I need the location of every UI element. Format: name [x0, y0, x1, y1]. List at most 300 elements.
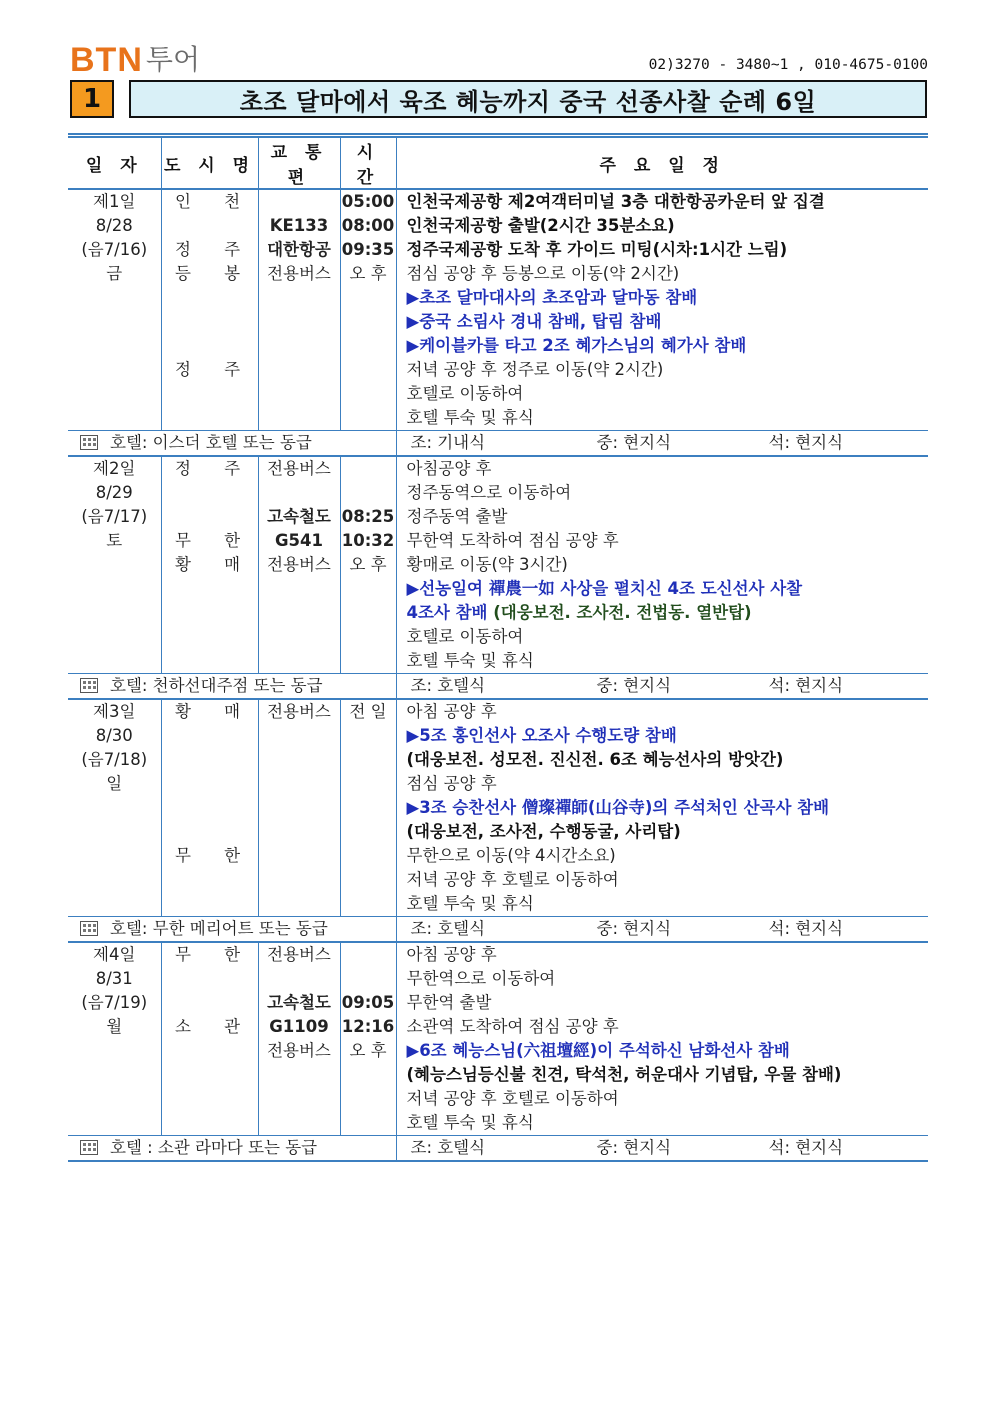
- cell-city: [161, 189, 258, 431]
- day-city-line: [162, 238, 258, 262]
- meals-list: [397, 431, 929, 455]
- day-activity-text: 정주동역 출발: [406, 507, 508, 526]
- day-transport-line: [259, 1111, 340, 1135]
- day-transport-line: [259, 1087, 340, 1111]
- cell-city: [161, 699, 258, 917]
- day-time-line: [341, 820, 396, 844]
- day-activity-text: ▶5조 홍인선사 오조사 수행도량 참배: [406, 726, 677, 745]
- day-transport-line: [259, 724, 340, 748]
- day-date-line: [68, 649, 161, 673]
- day-date-line: [68, 1111, 161, 1135]
- day-time-text: 10:32: [341, 531, 395, 550]
- day-activity-line: [397, 892, 929, 916]
- day-transport-line: [259, 190, 340, 214]
- hotel-building-icon: [80, 433, 98, 448]
- day-transport-line: [259, 553, 340, 577]
- meal-item: 중: 현지식: [596, 1138, 672, 1157]
- day-transport-line: [259, 505, 340, 529]
- day-transport-line: [259, 382, 340, 406]
- page-title: 초조 달마에서 육조 혜능까지 중국 선종사찰 순례 6일: [129, 80, 927, 118]
- day-city-text: 정 주: [174, 360, 255, 379]
- meals-cell: [396, 674, 928, 700]
- logo-brand: BTN: [70, 41, 143, 79]
- day-time-line: [341, 1111, 396, 1135]
- cell-transport: [258, 942, 340, 1136]
- day-activity-text: (대웅보전. 성모전. 진신전. 6조 혜능선사의 방앗간): [406, 750, 784, 769]
- day-city-line: [162, 820, 258, 844]
- meal-item: 중: 현지식: [596, 919, 672, 938]
- hotel-name: 호텔: 이스더 호텔 또는 동급: [110, 433, 312, 452]
- day-transport-line: [259, 700, 340, 724]
- day-date-line: [68, 262, 161, 286]
- day-time-line: [341, 505, 396, 529]
- day-activity-text: 저녁 공양 후 호텔로 이동하여: [406, 870, 619, 889]
- day-activity-text: 인천국제공항 제2여객터미널 3층 대한항공카운터 앞 집결: [406, 192, 825, 211]
- day-city-line: [162, 601, 258, 625]
- hotel-row: [68, 917, 928, 943]
- hotel-building-icon: [80, 1138, 98, 1153]
- day-time-line: [341, 601, 396, 625]
- day-time-line: [341, 358, 396, 382]
- hotel-building-icon: [80, 919, 98, 934]
- day-activity-text: (대웅보전, 조사전, 수행동굴, 사리탑): [406, 822, 681, 841]
- day-date-text: (음7/17): [81, 507, 148, 526]
- day-city-line: [162, 700, 258, 724]
- cell-text: [396, 699, 928, 917]
- table-header-row: [68, 136, 928, 190]
- day-date-line: [68, 505, 161, 529]
- day-date-line: [68, 214, 161, 238]
- day-activity-line: [397, 700, 929, 724]
- day-transport-line: [259, 262, 340, 286]
- day-activity-text: 호텔로 이동하여: [406, 627, 524, 646]
- day-city-line: [162, 892, 258, 916]
- day-city-text: 등 봉: [174, 264, 255, 283]
- day-transport-line: [259, 238, 340, 262]
- meals-list: [397, 674, 929, 698]
- day-activity-detail: (대웅보전. 조사전. 전법동. 열반탑): [487, 603, 752, 622]
- day-date-text: 월: [106, 1017, 123, 1036]
- day-row: [68, 189, 928, 431]
- day-row: [68, 699, 928, 917]
- day-transport-line: [259, 625, 340, 649]
- day-date-line: [68, 286, 161, 310]
- day-date-text: 8/28: [95, 216, 133, 235]
- day-activity-text: (혜능스님등신불 친견, 탁석천, 허운대사 기념탑, 우물 참배): [406, 1065, 842, 1084]
- cell-transport: [258, 189, 340, 431]
- day-date-line: [68, 772, 161, 796]
- company-logo: [70, 40, 200, 79]
- day-date-text: 8/29: [95, 483, 133, 502]
- day-date-line: [68, 844, 161, 868]
- hotel-cell: [68, 917, 396, 943]
- meal-item: 석: 현지식: [768, 676, 844, 695]
- day-date-line: [68, 553, 161, 577]
- day-time-line: [341, 238, 396, 262]
- meals-cell: [396, 431, 928, 457]
- day-time-text: 05:00: [341, 192, 395, 211]
- day-activity-line: [397, 553, 929, 577]
- day-date-line: [68, 481, 161, 505]
- day-city-line: [162, 991, 258, 1015]
- day-transport-text: 고속철도: [267, 993, 331, 1012]
- day-time-line: [341, 868, 396, 892]
- day-activity-text: 4조사 참배: [406, 603, 488, 622]
- day-time-line: [341, 748, 396, 772]
- day-activity-line: [397, 625, 929, 649]
- day-date-line: [68, 748, 161, 772]
- day-city-line: [162, 844, 258, 868]
- day-time-line: [341, 382, 396, 406]
- col-header-time: 시 간: [340, 136, 396, 190]
- day-time-text: 09:05: [341, 993, 395, 1012]
- day-activity-line: [397, 505, 929, 529]
- day-time-line: [341, 1015, 396, 1039]
- day-city-line: [162, 457, 258, 481]
- day-transport-line: [259, 772, 340, 796]
- cell-text: [396, 942, 928, 1136]
- day-date-line: [68, 406, 161, 430]
- day-time-line: [341, 553, 396, 577]
- day-time-text: 오 후: [349, 1041, 387, 1060]
- day-transport-line: [259, 868, 340, 892]
- day-time-line: [341, 310, 396, 334]
- day-activity-text: ▶6조 혜능스님(六祖壇經)이 주석하신 남화선사 참배: [406, 1041, 790, 1060]
- day-activity-text: 호텔로 이동하여: [406, 384, 524, 403]
- day-transport-line: [259, 529, 340, 553]
- day-transport-text: 대한항공: [267, 240, 331, 259]
- day-city-line: [162, 310, 258, 334]
- day-date-line: [68, 457, 161, 481]
- meal-item: 중: 현지식: [596, 433, 672, 452]
- day-activity-text: 아침 공양 후: [406, 702, 497, 721]
- day-activity-line: [397, 406, 929, 430]
- day-activity-line: [397, 868, 929, 892]
- day-date-line: [68, 1063, 161, 1087]
- day-date-line: [68, 601, 161, 625]
- day-date-line: [68, 1039, 161, 1063]
- day-city-line: [162, 505, 258, 529]
- day-city-line: [162, 1087, 258, 1111]
- day-transport-line: [259, 844, 340, 868]
- day-city-line: [162, 649, 258, 673]
- meal-item: 조: 호텔식: [410, 919, 486, 938]
- day-date-text: (음7/18): [81, 750, 148, 769]
- cell-text: [396, 456, 928, 674]
- day-city-line: [162, 382, 258, 406]
- day-activity-text: 정주동역으로 이동하여: [406, 483, 572, 502]
- day-activity-text: 인천국제공항 출발(2시간 35분소요): [406, 216, 675, 235]
- day-date-text: 제4일: [93, 945, 136, 964]
- day-transport-line: [259, 649, 340, 673]
- day-city-text: 정 주: [174, 240, 255, 259]
- day-transport-line: [259, 286, 340, 310]
- day-transport-line: [259, 1063, 340, 1087]
- day-city-text: 무 한: [174, 531, 255, 550]
- day-activity-line: [397, 577, 929, 601]
- day-date-line: [68, 358, 161, 382]
- day-city-line: [162, 334, 258, 358]
- day-date-text: 토: [106, 531, 123, 550]
- day-activity-line: [397, 190, 929, 214]
- day-date-line: [68, 820, 161, 844]
- meals-list: [397, 917, 929, 941]
- meals-list: [397, 1136, 929, 1160]
- day-city-line: [162, 724, 258, 748]
- day-activity-line: [397, 943, 929, 967]
- day-city-line: [162, 748, 258, 772]
- cell-time: [340, 699, 396, 917]
- meal-item: 석: 현지식: [768, 433, 844, 452]
- day-city-line: [162, 262, 258, 286]
- day-time-line: [341, 214, 396, 238]
- day-activity-line: [397, 481, 929, 505]
- day-time-line: [341, 943, 396, 967]
- day-row: [68, 456, 928, 674]
- cell-date: [68, 189, 161, 431]
- day-activity-text: 점심 공양 후 등봉으로 이동(약 2시간): [406, 264, 680, 283]
- day-city-line: [162, 481, 258, 505]
- day-activity-line: [397, 796, 929, 820]
- day-transport-text: G1109: [269, 1017, 329, 1036]
- day-activity-text: 저녁 공양 후 호텔로 이동하여: [406, 1089, 619, 1108]
- day-activity-line: [397, 601, 929, 625]
- day-date-line: [68, 943, 161, 967]
- cell-date: [68, 942, 161, 1136]
- day-activity-line: [397, 457, 929, 481]
- day-activity-line: [397, 991, 929, 1015]
- cell-time: [340, 456, 396, 674]
- day-activity-text: ▶중국 소림사 경내 참배, 탑림 참배: [406, 312, 662, 331]
- day-activity-line: [397, 262, 929, 286]
- cell-time: [340, 189, 396, 431]
- day-time-line: [341, 457, 396, 481]
- day-activity-text: 아침 공양 후: [406, 945, 497, 964]
- day-activity-line: [397, 334, 929, 358]
- day-date-line: [68, 967, 161, 991]
- day-time-line: [341, 625, 396, 649]
- day-transport-line: [259, 214, 340, 238]
- day-transport-line: [259, 577, 340, 601]
- day-time-line: [341, 1039, 396, 1063]
- day-row: [68, 942, 928, 1136]
- day-activity-line: [397, 214, 929, 238]
- cell-time: [340, 942, 396, 1136]
- meals-cell: [396, 1136, 928, 1162]
- day-city-text: 무 한: [174, 846, 255, 865]
- hotel-row: [68, 431, 928, 457]
- day-date-line: [68, 382, 161, 406]
- cell-transport: [258, 699, 340, 917]
- day-transport-line: [259, 481, 340, 505]
- day-city-line: [162, 190, 258, 214]
- day-date-line: [68, 334, 161, 358]
- day-city-line: [162, 967, 258, 991]
- day-activity-line: [397, 1087, 929, 1111]
- day-transport-line: [259, 457, 340, 481]
- day-transport-text: 전용버스: [267, 945, 331, 964]
- day-date-line: [68, 796, 161, 820]
- day-date-line: [68, 625, 161, 649]
- day-transport-line: [259, 601, 340, 625]
- meal-item: 중: 현지식: [596, 676, 672, 695]
- day-activity-line: [397, 286, 929, 310]
- day-activity-text: 소관역 도착하여 점심 공양 후: [406, 1017, 619, 1036]
- day-time-line: [341, 1063, 396, 1087]
- day-transport-text: 전용버스: [267, 555, 331, 574]
- day-time-line: [341, 262, 396, 286]
- day-time-line: [341, 700, 396, 724]
- day-time-line: [341, 406, 396, 430]
- day-transport-line: [259, 967, 340, 991]
- day-city-line: [162, 796, 258, 820]
- meal-item: 조: 호텔식: [410, 1138, 486, 1157]
- day-time-line: [341, 772, 396, 796]
- day-activity-text: 점심 공양 후: [406, 774, 497, 793]
- day-time-line: [341, 334, 396, 358]
- hotel-cell: [68, 431, 396, 457]
- day-activity-text: ▶3조 승찬선사 僧璨禪師(山谷寺)의 주석처인 산곡사 참배: [406, 798, 830, 817]
- day-activity-line: [397, 1039, 929, 1063]
- day-activity-line: [397, 649, 929, 673]
- day-transport-line: [259, 334, 340, 358]
- cell-city: [161, 456, 258, 674]
- cell-date: [68, 456, 161, 674]
- day-date-text: 제1일: [93, 192, 136, 211]
- day-date-line: [68, 892, 161, 916]
- day-activity-text: 호텔 투숙 및 휴식: [406, 651, 534, 670]
- day-date-line: [68, 868, 161, 892]
- col-header-schedule: 주 요 일 정: [396, 136, 928, 190]
- day-activity-line: [397, 238, 929, 262]
- day-time-line: [341, 967, 396, 991]
- contact-phone: 02)3270 - 3480~1 , 010-4675-0100: [648, 57, 928, 73]
- day-time-line: [341, 577, 396, 601]
- day-activity-text: ▶초조 달마대사의 초조암과 달마동 참배: [406, 288, 698, 307]
- day-city-line: [162, 1063, 258, 1087]
- cell-city: [161, 942, 258, 1136]
- day-date-line: [68, 310, 161, 334]
- day-date-text: 8/31: [95, 969, 133, 988]
- day-time-line: [341, 724, 396, 748]
- day-time-text: 12:16: [341, 1017, 395, 1036]
- col-header-transport: 교 통 편: [258, 136, 340, 190]
- day-transport-text: 고속철도: [267, 507, 331, 526]
- day-date-line: [68, 238, 161, 262]
- day-transport-line: [259, 943, 340, 967]
- day-time-line: [341, 1087, 396, 1111]
- day-time-line: [341, 286, 396, 310]
- day-activity-line: [397, 382, 929, 406]
- meal-item: 조: 기내식: [410, 433, 486, 452]
- day-activity-text: 아침공양 후: [406, 459, 492, 478]
- day-activity-line: [397, 820, 929, 844]
- col-header-date: 일 자: [68, 136, 161, 190]
- day-time-text: 08:25: [341, 507, 395, 526]
- hotel-name: 호텔: 천하선대주점 또는 동급: [110, 676, 323, 695]
- day-activity-text: 호텔 투숙 및 휴식: [406, 408, 534, 427]
- day-date-text: 제2일: [93, 459, 136, 478]
- day-transport-line: [259, 820, 340, 844]
- day-date-text: (음7/16): [81, 240, 148, 259]
- day-transport-text: 전용버스: [267, 702, 331, 721]
- hotel-name: 호텔: 무한 메리어트 또는 동급: [110, 919, 328, 938]
- day-activity-line: [397, 358, 929, 382]
- day-date-text: 일: [106, 774, 123, 793]
- day-activity-text: 무한역 출발: [406, 993, 492, 1012]
- day-activity-line: [397, 310, 929, 334]
- day-city-line: [162, 214, 258, 238]
- day-transport-text: 전용버스: [267, 264, 331, 283]
- day-activity-line: [397, 748, 929, 772]
- meal-item: 조: 호텔식: [410, 676, 486, 695]
- day-activity-text: 호텔 투숙 및 휴식: [406, 1113, 534, 1132]
- day-city-line: [162, 577, 258, 601]
- day-date-line: [68, 991, 161, 1015]
- day-city-line: [162, 625, 258, 649]
- hotel-building-icon: [80, 676, 98, 691]
- itinerary-number: 1: [70, 80, 114, 118]
- day-city-text: 황 매: [174, 702, 255, 721]
- day-city-text: 정 주: [174, 459, 255, 478]
- day-city-line: [162, 772, 258, 796]
- day-city-text: 무 한: [174, 945, 255, 964]
- day-city-line: [162, 553, 258, 577]
- day-activity-line: [397, 772, 929, 796]
- day-city-line: [162, 1015, 258, 1039]
- day-activity-line: [397, 529, 929, 553]
- day-city-line: [162, 286, 258, 310]
- day-activity-line: [397, 724, 929, 748]
- meals-cell: [396, 917, 928, 943]
- day-time-text: 08:00: [341, 216, 395, 235]
- day-time-line: [341, 481, 396, 505]
- day-activity-line: [397, 1111, 929, 1135]
- day-city-line: [162, 868, 258, 892]
- day-transport-text: KE133: [269, 216, 329, 235]
- day-activity-text: 무한역으로 이동하여: [406, 969, 556, 988]
- day-date-line: [68, 190, 161, 214]
- day-time-line: [341, 892, 396, 916]
- day-date-line: [68, 577, 161, 601]
- day-city-line: [162, 529, 258, 553]
- day-date-line: [68, 700, 161, 724]
- logo-sub: 투어: [145, 43, 200, 76]
- cell-text: [396, 189, 928, 431]
- day-city-line: [162, 1039, 258, 1063]
- day-time-line: [341, 796, 396, 820]
- meal-item: 석: 현지식: [768, 919, 844, 938]
- cell-transport: [258, 456, 340, 674]
- day-date-text: 금: [106, 264, 123, 283]
- day-date-text: 제3일: [93, 702, 136, 721]
- day-time-text: 전 일: [349, 702, 387, 721]
- day-activity-line: [397, 844, 929, 868]
- day-date-line: [68, 724, 161, 748]
- hotel-row: [68, 674, 928, 700]
- day-transport-text: 전용버스: [267, 1041, 331, 1060]
- day-activity-text: 저녁 공양 후 정주로 이동(약 2시간): [406, 360, 664, 379]
- hotel-row: [68, 1136, 928, 1162]
- day-transport-line: [259, 748, 340, 772]
- day-transport-line: [259, 991, 340, 1015]
- hotel-cell: [68, 1136, 396, 1162]
- day-transport-line: [259, 310, 340, 334]
- day-activity-line: [397, 967, 929, 991]
- day-date-text: 8/30: [95, 726, 133, 745]
- day-city-text: 인 천: [174, 192, 255, 211]
- day-date-line: [68, 529, 161, 553]
